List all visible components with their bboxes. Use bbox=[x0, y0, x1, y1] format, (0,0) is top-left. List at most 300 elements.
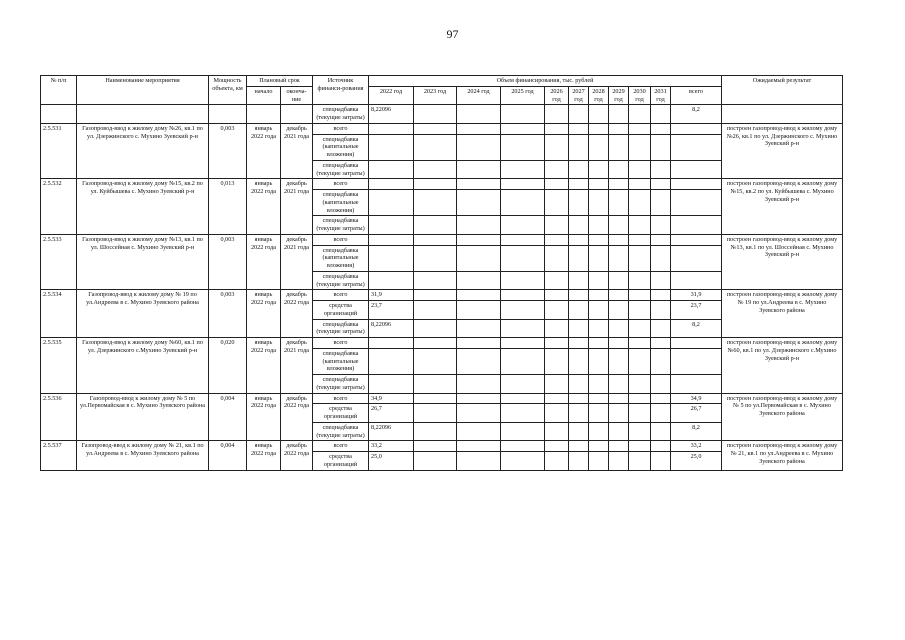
value-year-empty bbox=[651, 290, 671, 301]
header-total: всего bbox=[671, 86, 722, 105]
value-year-empty bbox=[629, 245, 651, 271]
value-year-empty bbox=[629, 404, 651, 423]
value-year-empty bbox=[457, 301, 501, 320]
value-year-empty bbox=[651, 452, 671, 471]
value-year-empty bbox=[457, 452, 501, 471]
value-year-empty bbox=[569, 160, 589, 179]
value-2022: 8,22096 bbox=[369, 105, 414, 124]
funding-source: спецнадбавка (капитальные вложения) bbox=[313, 245, 369, 271]
value-year-empty bbox=[501, 393, 545, 404]
value-year-empty bbox=[569, 338, 589, 349]
value-year-empty bbox=[569, 216, 589, 235]
value-year-empty bbox=[609, 160, 629, 179]
value-year-empty bbox=[629, 234, 651, 245]
funding-source: спецнадбавка (текущие затраты) bbox=[313, 271, 369, 290]
value-2022 bbox=[369, 179, 414, 190]
header-year: 2026 год bbox=[545, 86, 569, 105]
value-total bbox=[671, 271, 722, 290]
value-year-empty bbox=[589, 190, 609, 216]
value-total: 33,2 bbox=[671, 441, 722, 452]
value-year-empty bbox=[457, 404, 501, 423]
table-row bbox=[41, 441, 843, 452]
value-year-empty bbox=[629, 422, 651, 441]
value-total bbox=[671, 348, 722, 374]
value-year-empty bbox=[629, 393, 651, 404]
value-year-empty bbox=[569, 422, 589, 441]
funding-source: всего bbox=[313, 234, 369, 245]
project-end: декабрь 2022 года bbox=[281, 393, 313, 441]
value-year-empty bbox=[609, 441, 629, 452]
value-year-empty bbox=[414, 393, 457, 404]
value-year-empty bbox=[569, 404, 589, 423]
project-start: январь 2022 года bbox=[247, 338, 281, 394]
value-year-empty bbox=[589, 441, 609, 452]
header-year: 2022 год bbox=[369, 86, 414, 105]
header-name: Наименование мероприятия bbox=[77, 76, 209, 105]
value-year-empty bbox=[457, 393, 501, 404]
page-number: 97 bbox=[446, 27, 459, 41]
header-year: 2028 год bbox=[589, 86, 609, 105]
project-start: январь 2022 года bbox=[247, 393, 281, 441]
value-total: 8,2 bbox=[671, 319, 722, 338]
funding-source: средства организаций bbox=[313, 452, 369, 471]
value-year-empty bbox=[501, 452, 545, 471]
value-year-empty bbox=[545, 375, 569, 394]
value-year-empty bbox=[589, 301, 609, 320]
value-year-empty bbox=[414, 404, 457, 423]
value-year-empty bbox=[545, 245, 569, 271]
funding-source: средства организаций bbox=[313, 301, 369, 320]
value-year-empty bbox=[609, 179, 629, 190]
expected-result: построен газопровод-ввод к жилому дому № 21, кв.1 по ул.Андреева в с. Мухино Зуевского района bbox=[722, 441, 843, 470]
funding-source: средства организаций bbox=[313, 404, 369, 423]
funding-source: спецнадбавка (капитальные вложения) bbox=[313, 190, 369, 216]
value-year-empty bbox=[569, 245, 589, 271]
value-year-empty bbox=[609, 393, 629, 404]
project-capacity: 0,013 bbox=[209, 179, 247, 235]
value-year-empty bbox=[629, 123, 651, 134]
value-year-empty bbox=[629, 216, 651, 235]
table-row bbox=[41, 179, 843, 190]
project-capacity: 0,003 bbox=[209, 234, 247, 290]
table-row bbox=[41, 123, 843, 134]
value-year-empty bbox=[651, 393, 671, 404]
value-year-empty bbox=[457, 348, 501, 374]
value-year-empty bbox=[569, 375, 589, 394]
value-year-empty bbox=[609, 245, 629, 271]
value-year-empty bbox=[629, 271, 651, 290]
project-number: 2.5.536 bbox=[41, 393, 77, 441]
value-year-empty bbox=[609, 134, 629, 160]
value-year-empty bbox=[589, 348, 609, 374]
value-year-empty bbox=[501, 301, 545, 320]
value-year-empty bbox=[457, 422, 501, 441]
value-year-empty bbox=[609, 123, 629, 134]
value-year-empty bbox=[651, 319, 671, 338]
value-year-empty bbox=[457, 160, 501, 179]
value-2022: 31,9 bbox=[369, 290, 414, 301]
value-year-empty bbox=[501, 375, 545, 394]
project-end: декабрь 2021 года bbox=[281, 179, 313, 235]
project-number: 2.5.534 bbox=[41, 290, 77, 338]
value-year-empty bbox=[414, 271, 457, 290]
value-year-empty bbox=[569, 123, 589, 134]
value-year-empty bbox=[569, 441, 589, 452]
value-year-empty bbox=[545, 190, 569, 216]
value-year-empty bbox=[457, 338, 501, 349]
table-row bbox=[41, 338, 843, 349]
value-year-empty bbox=[569, 301, 589, 320]
value-year-empty bbox=[414, 348, 457, 374]
value-year-empty bbox=[569, 393, 589, 404]
value-year-empty bbox=[501, 179, 545, 190]
value-2022 bbox=[369, 190, 414, 216]
funding-source: спецнадбавка (текущие затраты) bbox=[313, 105, 369, 124]
value-year-empty bbox=[457, 441, 501, 452]
header-term-start: начало bbox=[247, 86, 281, 105]
value-year-empty bbox=[589, 160, 609, 179]
project-name: Газопровод-ввод к жилому дому № 21, кв.1 по ул.Андреева в с. Мухино Зуевского района bbox=[77, 441, 209, 470]
value-year-empty bbox=[651, 301, 671, 320]
project-name: Газопровод-ввод к жилому дому №13, кв.1 по ул. Шоссейная с. Мухино Зуевский р-н bbox=[77, 234, 209, 290]
value-year-empty bbox=[457, 290, 501, 301]
value-total: 34,9 bbox=[671, 393, 722, 404]
value-year-empty bbox=[651, 441, 671, 452]
project-start: январь 2022 года bbox=[247, 441, 281, 470]
value-year-empty bbox=[501, 234, 545, 245]
header-year: 2030 год bbox=[629, 86, 651, 105]
value-year-empty bbox=[501, 160, 545, 179]
value-year-empty bbox=[545, 160, 569, 179]
value-year-empty bbox=[569, 179, 589, 190]
value-year-empty bbox=[501, 404, 545, 423]
value-year-empty bbox=[589, 375, 609, 394]
value-year-empty bbox=[651, 123, 671, 134]
value-year-empty bbox=[569, 348, 589, 374]
funding-source: спецнадбавка (капитальные вложения) bbox=[313, 134, 369, 160]
value-total: 26,7 bbox=[671, 404, 722, 423]
value-year-empty bbox=[609, 338, 629, 349]
funding-source: спецнадбавка (текущие затраты) bbox=[313, 216, 369, 235]
value-year-empty bbox=[545, 441, 569, 452]
value-year-empty bbox=[457, 245, 501, 271]
value-year-empty bbox=[589, 404, 609, 423]
value-year-empty bbox=[414, 190, 457, 216]
funding-source: всего bbox=[313, 123, 369, 134]
value-2022 bbox=[369, 245, 414, 271]
value-2022: 23,7 bbox=[369, 301, 414, 320]
project-capacity: 0,003 bbox=[209, 290, 247, 338]
value-year-empty bbox=[569, 319, 589, 338]
value-year-empty bbox=[457, 179, 501, 190]
value-year-empty bbox=[589, 234, 609, 245]
expected-result: построен газопровод-ввод к жилому дому №15, кв.2 по ул. Куйбышева с. Мухино Зуевский р-н bbox=[722, 179, 843, 235]
value-year-empty bbox=[609, 348, 629, 374]
value-year-empty bbox=[414, 245, 457, 271]
value-year-empty bbox=[545, 422, 569, 441]
value-year-empty bbox=[651, 375, 671, 394]
value-total bbox=[671, 160, 722, 179]
value-2022 bbox=[369, 348, 414, 374]
value-year-empty bbox=[545, 338, 569, 349]
header-funding: Объем финансирования, тыс. рублей bbox=[369, 76, 722, 87]
value-year-empty bbox=[545, 134, 569, 160]
header-year: 2029 год bbox=[609, 86, 629, 105]
project-end: декабрь 2021 года bbox=[281, 338, 313, 394]
value-year-empty bbox=[609, 271, 629, 290]
value-year-empty bbox=[609, 234, 629, 245]
value-total bbox=[671, 190, 722, 216]
value-year-empty bbox=[651, 160, 671, 179]
project-name: Газопровод-ввод к жилому дому № 5 по ул.Первомайская в с. Мухино Зуевского района bbox=[77, 393, 209, 441]
project-number: 2.5.532 bbox=[41, 179, 77, 235]
value-year-empty bbox=[545, 123, 569, 134]
value-2022: 8,22096 bbox=[369, 319, 414, 338]
value-year-empty bbox=[414, 123, 457, 134]
funding-source: спецнадбавка (текущие затраты) bbox=[313, 319, 369, 338]
value-year-empty bbox=[501, 123, 545, 134]
value-year-empty bbox=[501, 216, 545, 235]
value-year-empty bbox=[589, 216, 609, 235]
value-year-empty bbox=[545, 348, 569, 374]
value-year-empty bbox=[629, 441, 651, 452]
value-year-empty bbox=[501, 319, 545, 338]
value-year-empty bbox=[414, 319, 457, 338]
value-year-empty bbox=[609, 375, 629, 394]
header-num: № п/п bbox=[41, 76, 77, 105]
header-capacity: Мощность объекта, км bbox=[209, 76, 247, 105]
value-year-empty bbox=[651, 422, 671, 441]
header-term: Плановый срок bbox=[247, 76, 313, 87]
value-year-empty bbox=[414, 301, 457, 320]
value-year-empty bbox=[414, 134, 457, 160]
value-year-empty bbox=[545, 301, 569, 320]
value-2022: 8,22096 bbox=[369, 422, 414, 441]
value-year-empty bbox=[414, 216, 457, 235]
value-2022: 34,9 bbox=[369, 393, 414, 404]
project-name: Газопровод-ввод к жилому дому № 19 по ул.Андреева в с. Мухино Зуевского района bbox=[77, 290, 209, 338]
project-number: 2.5.537 bbox=[41, 441, 77, 470]
value-year-empty bbox=[501, 190, 545, 216]
value-year-empty bbox=[651, 234, 671, 245]
value-year-empty bbox=[589, 123, 609, 134]
funding-source: спецнадбавка (текущие затраты) bbox=[313, 375, 369, 394]
value-year-empty bbox=[501, 338, 545, 349]
value-year-empty bbox=[629, 160, 651, 179]
value-year-empty bbox=[414, 290, 457, 301]
value-year-empty bbox=[457, 216, 501, 235]
funding-source: спецнадбавка (капитальные вложения) bbox=[313, 348, 369, 374]
expected-result: построен газопровод-ввод к жилому дому № 5 по ул.Первомайская в с. Мухино Зуевского района bbox=[722, 393, 843, 441]
value-year-empty bbox=[589, 179, 609, 190]
value-year-empty bbox=[589, 134, 609, 160]
project-end: декабрь 2022 года bbox=[281, 290, 313, 338]
value-2022 bbox=[369, 216, 414, 235]
value-2022 bbox=[369, 134, 414, 160]
value-total bbox=[671, 134, 722, 160]
project-end: декабрь 2022 года bbox=[281, 441, 313, 470]
value-year-empty bbox=[501, 290, 545, 301]
project-end: декабрь 2021 года bbox=[281, 123, 313, 179]
value-year-empty bbox=[457, 123, 501, 134]
value-year-empty bbox=[545, 319, 569, 338]
value-year-empty bbox=[569, 290, 589, 301]
value-year-empty bbox=[589, 319, 609, 338]
value-year-empty bbox=[589, 452, 609, 471]
value-year-empty bbox=[651, 245, 671, 271]
value-year-empty bbox=[651, 190, 671, 216]
value-year-empty bbox=[651, 179, 671, 190]
value-2022 bbox=[369, 338, 414, 349]
project-capacity: 0,004 bbox=[209, 393, 247, 441]
value-year-empty bbox=[629, 338, 651, 349]
value-2022: 25,0 bbox=[369, 452, 414, 471]
value-total bbox=[671, 216, 722, 235]
value-year-empty bbox=[501, 422, 545, 441]
value-year-empty bbox=[457, 271, 501, 290]
value-year-empty bbox=[501, 441, 545, 452]
header-year: 2024 год bbox=[457, 86, 501, 105]
expected-result: построен газопровод-ввод к жилому дому №60, кв.1 по ул. Дзержинского с.Мухино Зуевский р-н bbox=[722, 338, 843, 394]
value-year-empty bbox=[629, 319, 651, 338]
value-year-empty bbox=[545, 179, 569, 190]
project-start: январь 2022 года bbox=[247, 123, 281, 179]
value-total bbox=[671, 338, 722, 349]
funding-source: всего bbox=[313, 179, 369, 190]
header-source: Источник финанси-рования bbox=[313, 76, 369, 105]
value-year-empty bbox=[629, 179, 651, 190]
value-year-empty bbox=[414, 160, 457, 179]
value-year-empty bbox=[501, 134, 545, 160]
value-year-empty bbox=[414, 422, 457, 441]
value-2022 bbox=[369, 375, 414, 394]
value-year-empty bbox=[545, 234, 569, 245]
project-capacity: 0,020 bbox=[209, 338, 247, 394]
header-result: Ожидаемый результат bbox=[722, 76, 843, 105]
value-year-empty bbox=[629, 452, 651, 471]
value-2022 bbox=[369, 271, 414, 290]
table-body bbox=[41, 105, 843, 470]
header-year: 2027 год bbox=[569, 86, 589, 105]
value-year-empty bbox=[651, 404, 671, 423]
project-name: Газопровод-ввод к жилому дому №15, кв.2 по ул. Куйбышева с. Мухино Зуевский р-н bbox=[77, 179, 209, 235]
expected-result: построен газопровод-ввод к жилому дому № 19 по ул.Андреева в с. Мухино Зуевского района bbox=[722, 290, 843, 338]
value-year-empty bbox=[457, 319, 501, 338]
value-total bbox=[671, 179, 722, 190]
value-year-empty bbox=[569, 452, 589, 471]
project-number: 2.5.533 bbox=[41, 234, 77, 290]
value-total bbox=[671, 245, 722, 271]
value-total bbox=[671, 234, 722, 245]
value-2022: 26,7 bbox=[369, 404, 414, 423]
project-start: январь 2022 года bbox=[247, 179, 281, 235]
value-year-empty bbox=[501, 271, 545, 290]
value-year-empty bbox=[569, 190, 589, 216]
value-year-empty bbox=[545, 216, 569, 235]
value-year-empty bbox=[589, 422, 609, 441]
project-name: Газопровод-ввод к жилому дому №60, кв.1 по ул. Дзержинского с.Мухино Зуевский р-н bbox=[77, 338, 209, 394]
value-year-empty bbox=[589, 393, 609, 404]
value-year-empty bbox=[501, 348, 545, 374]
expected-result: построен газопровод-ввод к жилому дому №26, кв.1 по ул. Дзержинского с. Мухино Зуевский р-н bbox=[722, 123, 843, 179]
expected-result: построен газопровод-ввод к жилому дому №13, кв.1 по ул. Шоссейная с. Мухино Зуевский р-н bbox=[722, 234, 843, 290]
funding-source: всего bbox=[313, 290, 369, 301]
value-year-empty bbox=[414, 179, 457, 190]
value-year-empty bbox=[545, 452, 569, 471]
table-row bbox=[41, 105, 843, 124]
value-year-empty bbox=[545, 393, 569, 404]
value-year-empty bbox=[569, 134, 589, 160]
value-year-empty bbox=[569, 271, 589, 290]
value-year-empty bbox=[629, 375, 651, 394]
project-end: декабрь 2021 года bbox=[281, 234, 313, 290]
value-total: 8,2 bbox=[671, 422, 722, 441]
value-total: 8,2 bbox=[671, 105, 722, 124]
value-year-empty bbox=[629, 290, 651, 301]
value-year-empty bbox=[651, 348, 671, 374]
value-year-empty bbox=[457, 234, 501, 245]
value-year-empty bbox=[651, 216, 671, 235]
value-total bbox=[671, 123, 722, 134]
project-start: январь 2022 года bbox=[247, 234, 281, 290]
value-year-empty bbox=[609, 216, 629, 235]
value-total: 25,0 bbox=[671, 452, 722, 471]
value-year-empty bbox=[609, 452, 629, 471]
value-year-empty bbox=[629, 348, 651, 374]
value-year-empty bbox=[457, 134, 501, 160]
value-year-empty bbox=[629, 134, 651, 160]
value-year-empty bbox=[414, 234, 457, 245]
project-number: 2.5.531 bbox=[41, 123, 77, 179]
value-year-empty bbox=[651, 271, 671, 290]
value-2022: 33,2 bbox=[369, 441, 414, 452]
value-year-empty bbox=[457, 190, 501, 216]
value-year-empty bbox=[414, 452, 457, 471]
value-year-empty bbox=[651, 338, 671, 349]
value-year-empty bbox=[609, 404, 629, 423]
value-year-empty bbox=[545, 290, 569, 301]
table-row bbox=[41, 234, 843, 245]
funding-source: спецнадбавка (текущие затраты) bbox=[313, 422, 369, 441]
project-name: Газопровод-ввод к жилому дому №26, кв.1 по ул. Дзержинского с. Мухино Зуевский р-н bbox=[77, 123, 209, 179]
project-capacity: 0,003 bbox=[209, 123, 247, 179]
funding-table bbox=[40, 75, 843, 471]
value-year-empty bbox=[589, 245, 609, 271]
value-year-empty bbox=[545, 404, 569, 423]
funding-source: всего bbox=[313, 441, 369, 452]
table-header bbox=[41, 76, 843, 105]
value-2022 bbox=[369, 123, 414, 134]
value-year-empty bbox=[414, 375, 457, 394]
value-year-empty bbox=[609, 301, 629, 320]
funding-source: спецнадбавка (текущие затраты) bbox=[313, 160, 369, 179]
value-year-empty bbox=[629, 190, 651, 216]
value-year-empty bbox=[501, 245, 545, 271]
value-year-empty bbox=[651, 134, 671, 160]
value-year-empty bbox=[629, 301, 651, 320]
value-year-empty bbox=[589, 338, 609, 349]
header-year: 2025 год bbox=[501, 86, 545, 105]
header-year: 2023 год bbox=[414, 86, 457, 105]
project-number: 2.5.535 bbox=[41, 338, 77, 394]
value-total: 23,7 bbox=[671, 301, 722, 320]
value-year-empty bbox=[569, 234, 589, 245]
header-year: 2031 год bbox=[651, 86, 671, 105]
value-2022 bbox=[369, 234, 414, 245]
table-row bbox=[41, 393, 843, 404]
value-year-empty bbox=[609, 190, 629, 216]
funding-source: всего bbox=[313, 393, 369, 404]
